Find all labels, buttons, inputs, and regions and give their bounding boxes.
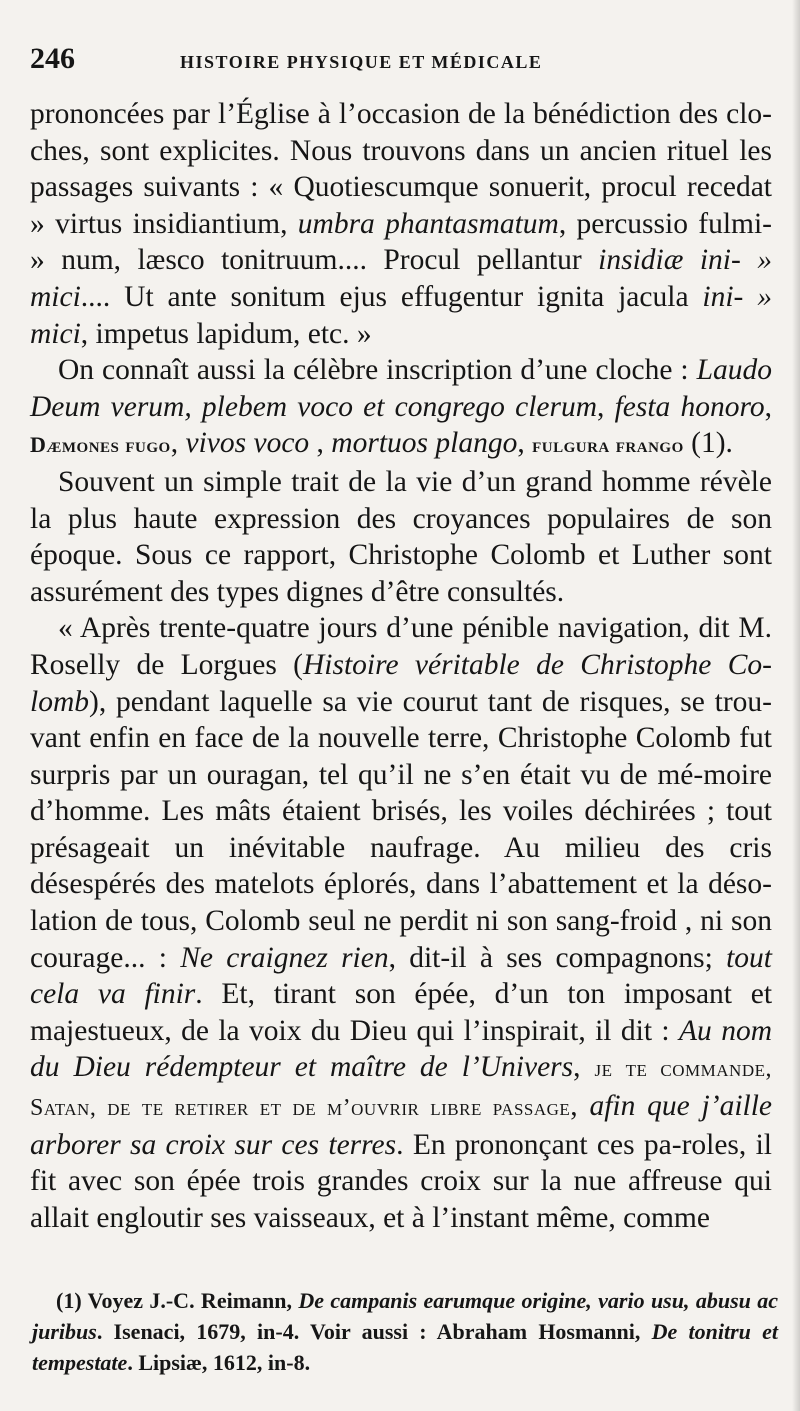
italic-run: vivos voco xyxy=(185,427,310,460)
footnote-1 xyxy=(32,1285,778,1378)
text-run: . Isenaci, 1679, in-4. Voir aussi : Abraham Hosmanni, xyxy=(96,1319,652,1344)
italic-run: festa honoro xyxy=(614,390,765,423)
text-run: , xyxy=(309,427,332,460)
text-run: , impetus lapidum, etc. » xyxy=(80,317,372,350)
text-run: , xyxy=(764,390,772,423)
text-run: « Après trente-quatre jours d’une pénible navigation, dit M. Roselly de Lorgues ( xyxy=(30,612,772,681)
text-run: On connaît aussi la célèbre inscription d’une cloche : xyxy=(58,354,697,387)
text-run: . En prononçant ces pa-roles, il fit avec son épée trois grandes croix sur la nue affreuse qui allait engloutir ses vaisseaux, et à l’instant même, comme xyxy=(30,1128,772,1234)
text-run: , xyxy=(570,1090,590,1123)
italic-run: ini- » mici xyxy=(30,280,772,350)
italic-run: Ne craignez rien xyxy=(180,941,389,974)
footnote xyxy=(32,1285,778,1378)
paragraph-4 xyxy=(30,610,772,1236)
paragraph-3: Souvent un simple trait de la vie d’un grand homme révèle la plus haute expression des croyances populaires de son époque. Sous ce rapport, Christophe Colomb et Luther sont assurément des types dignes d’être consultés. xyxy=(30,465,772,608)
text-run: . Et, tirant son épée, d’un ton imposant et majestueux, de la voix du Dieu qui l’inspirait, il dit : xyxy=(30,978,773,1047)
page-number: 246 xyxy=(30,42,75,75)
smallcaps-run: fulgura frango xyxy=(532,432,684,458)
text-run: , xyxy=(573,1051,595,1084)
paragraph-2 xyxy=(30,352,772,464)
smallcaps-run: Dæmones fugo xyxy=(30,432,171,458)
italic-run: afin que j’aille arborer sa croix sur ces terres xyxy=(30,1090,772,1161)
text-run: , dit-il à ses compagnons; xyxy=(388,941,727,974)
italic-run: umbra phantasmatum xyxy=(297,207,559,240)
paragraph-1 xyxy=(30,96,772,352)
text-run: .... Ut ante sonitum ejus effugentur ignita jacula xyxy=(80,280,703,313)
body-text xyxy=(30,96,772,1236)
italic-run: De campanis earumque origine, vario usu, abusu ac juribus xyxy=(32,1288,778,1344)
running-title: HISTOIRE PHYSIQUE ET MÉDICALE xyxy=(180,52,543,72)
text-run: (1). xyxy=(683,427,733,460)
italic-run: insidiæ ini- » mici xyxy=(30,244,772,313)
text-run: , xyxy=(517,427,533,460)
text-run: prononcées par l’Église à l’occasion de la bénédiction des clo-ches, sont explicites. Nous trouvons dans un ancien rituel les passages suivants : « Quotiescumque sonuerit, procul recedat » virtus insidiantium, xyxy=(30,98,772,240)
text-run: , xyxy=(597,390,615,423)
text-run: , percussio fulmi- » num, læsco tonitruum.... Procul pellantur xyxy=(30,207,772,277)
italic-run: tout cela va finir xyxy=(30,941,772,1011)
page-edge-shadow xyxy=(792,0,800,1411)
text-run: ), pendant laquelle sa vie courut tant de risques, se trou-vant enfin en face de la nouvelle terre, Christophe Colomb fut surpris par un ouragan, tel qu’il ne s’en était vu de mé-moire d’homme. Les mâts étaient brisés, les voiles déchirées ; tout présageait un inévitable naufrage. Au milieu des cris désespérés des matelots éplorés, dans l’abattement et la déso-lation de tous, Colomb seul ne perdit ni son sang-froid , ni son courage... : xyxy=(30,685,772,974)
text-run: (1) Voyez J.-C. Reimann, xyxy=(56,1288,299,1313)
smallcaps-run: je te commande, Satan, de te retirer et de m’ouvrir libre passage xyxy=(30,1056,772,1122)
page-header xyxy=(30,42,772,90)
italic-run: Laudo Deum verum, plebem voco et congrego clerum xyxy=(30,354,772,423)
text-run: , xyxy=(170,427,186,460)
italic-run: mortuos plango xyxy=(331,427,518,460)
italic-run: De tonitru et tempestate xyxy=(32,1319,778,1375)
text-run: . Lipsiæ, 1612, in-8. xyxy=(127,1350,311,1375)
italic-run: Au nom du Dieu rédempteur et maître de l’Univers xyxy=(30,1014,773,1084)
italic-run: Histoire véritable de Christophe Co-lomb xyxy=(30,648,772,718)
